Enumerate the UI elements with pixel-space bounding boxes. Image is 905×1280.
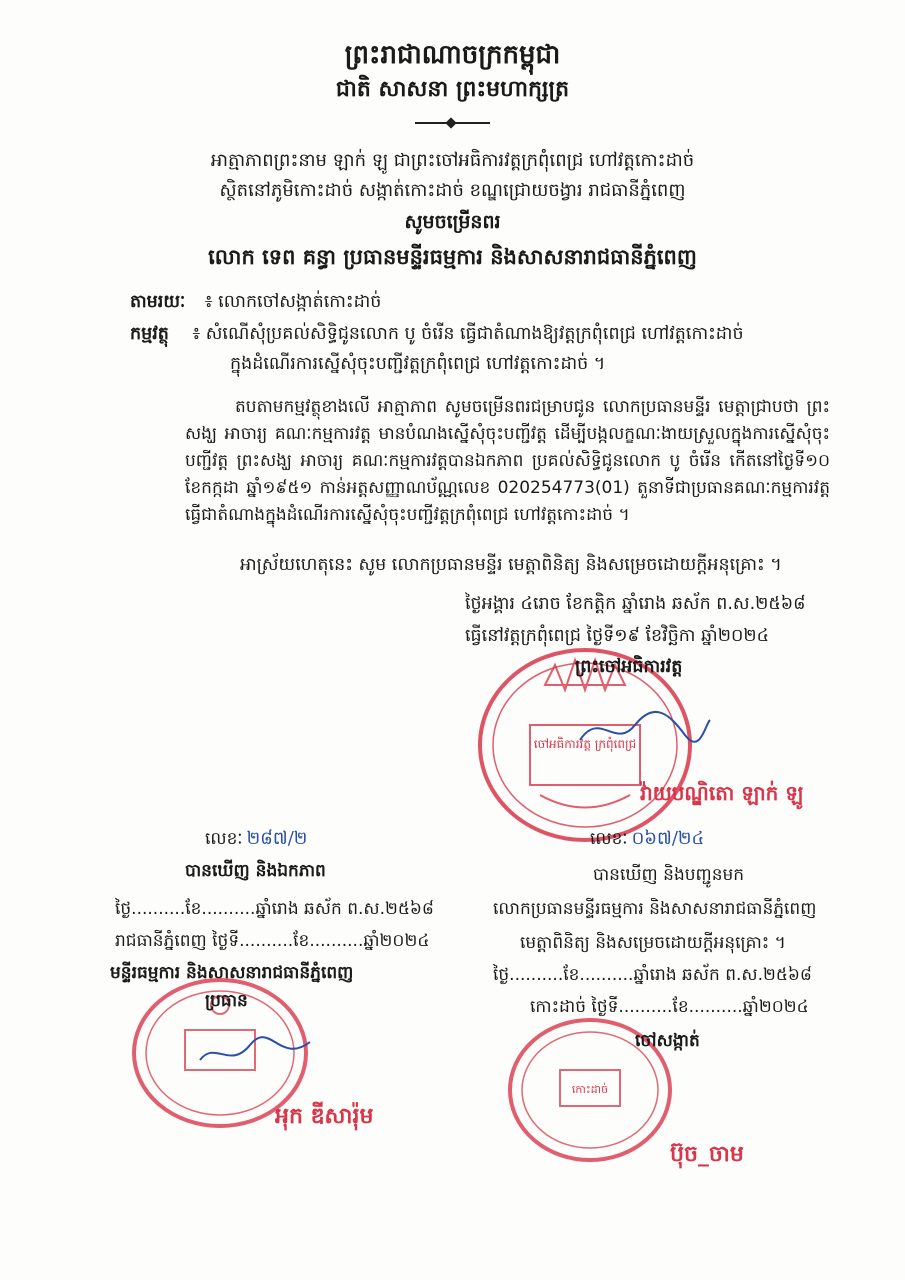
body-paragraph-2: អាស្រ័យហេតុនេះ សូម លោកប្រធានមន្ទីរ មេត្តាពិនិត្យ និងសម្រេចដោយក្តីអនុគ្រោះ ។ xyxy=(240,555,782,575)
ornamental-divider xyxy=(415,122,490,124)
sender-intro-line1: អាត្មាភាពព្រះនាម ឡាក់ ឡូ ជាព្រះចៅអធិការវត្តក្រពុំពេជ្រ ហៅវត្តកោះដាច់ xyxy=(210,150,695,171)
left-ref-label: លេខៈ xyxy=(205,829,243,849)
abbot-handwritten-signature xyxy=(575,705,715,755)
left-ref-row xyxy=(205,826,307,853)
subject-row xyxy=(130,322,744,348)
via-row xyxy=(130,290,381,316)
right-line3: មេត្តាពិនិត្យ និងសម្រេចដោយក្តីអនុគ្រោះ ។ xyxy=(520,933,786,953)
abbot-title: ព្រះចៅអធិការវត្ត xyxy=(575,657,683,677)
left-ref-number: ២៨៧/២ xyxy=(246,828,308,849)
right-title: ចៅសង្កាត់ xyxy=(635,1031,700,1051)
sender-intro-line2: ស្ថិតនៅភូមិកោះដាច់ សង្កាត់កោះដាច់ ខណ្ឌជ្រោយចង្វារ រាជធានីភ្នំពេញ xyxy=(219,180,686,201)
right-ref-label: លេខៈ xyxy=(590,829,628,849)
abbot-seal-text: ចៅអធិការវត្ត ក្រពុំពេជ្រ xyxy=(533,737,637,751)
addressee: លោក ទេព គន្ធា ប្រធានមន្ទីរធម្មការ និងសាសនារាជធានីភ្នំពេញ xyxy=(208,245,697,269)
left-signer-name: អុក ឌីសារ៉ុម xyxy=(275,1104,374,1129)
national-motto-line2: ជាតិ សាសនា ព្រះមហាក្សត្រ xyxy=(335,77,570,102)
lunar-date: ថ្ងៃអង្គារ ៤រោច ខែកត្តិក ឆ្នាំរោង ឆស័ក ព.ស.២៥៦៨ xyxy=(465,594,806,614)
solar-date: ធ្វើនៅវត្តក្រពុំពេជ្រ ថ្ងៃទី១៩ ខែវិច្ឆិកា ឆ្នាំ២០២៤ xyxy=(465,626,769,646)
right-signer-name: ប៊ុច_ចាម xyxy=(670,1142,744,1167)
national-motto-line1: ព្រះរាជាណាចក្រកម្ពុជា xyxy=(344,40,561,70)
body-paragraph-1: តបតាមកម្មវត្ថុខាងលើ អាត្មាភាព សូមចម្រើនពរជម្រាបជូន លោកប្រធានមន្ទីរ មេត្តាជ្រាបថា ព្រះសង្ឃ អាចារ្យ គណៈកម្មការវត្ត មានបំណងស្នើសុំចុះបញ្ជីវត្ត ដើម្បីបង្កលក្ខណៈងាយស្រួលក្នុងការស្នើសុំចុះបញ្ជីវត្ត ព្រះសង្ឃ អាចារ្យ គណៈកម្មការវត្តបានឯកភាព ប្រគល់សិទ្ធិជូនលោក បូ ចំរើន កើតនៅថ្ងៃទី១០ ខែកក្កដា ឆ្នាំ១៩៥១ កាន់អត្តសញ្ញាណប័ណ្ណលេខ 020254773(01) តួនាទីជាប្រធានគណៈកម្មការវត្ត ធ្វើជាតំណាងក្នុងដំណើរការស្នើសុំចុះបញ្ជីវត្តក្រពុំពេជ្រ ហៅវត្តកោះដាច់ ។ xyxy=(185,397,830,525)
right-line1: បានឃើញ និងបញ្ជូនមក xyxy=(593,865,745,885)
right-line2: លោកប្រធានមន្ទីរធម្មការ និងសាសនារាជធានីភ្នំពេញ xyxy=(493,899,817,919)
subject-line2: ក្នុងដំណើរការស្នើសុំចុះបញ្ជីវត្តក្រពុំពេជ្រ ហៅវត្តកោះដាច់ ។ xyxy=(230,354,606,374)
right-ref-number: ០៦៧/២៤ xyxy=(631,828,705,849)
via-value: ៖ លោកចៅសង្កាត់កោះដាច់ xyxy=(204,292,382,312)
right-date-line2: កោះដាច់ ថ្ងៃទី..........ខែ..........ឆ្នាំ២០២៤ xyxy=(530,997,809,1017)
left-office: មន្ទីរធម្មការ និងសាសនារាជធានីភ្នំពេញ xyxy=(110,963,354,983)
subject-line1: ៖ សំណើសុំប្រគល់សិទ្ធិជូនលោក បូ ចំរើន ធ្វើជាតំណាងឱ្យវត្តក្រពុំពេជ្រ ហៅវត្តកោះដាច់ xyxy=(192,324,744,344)
right-date-line1: ថ្ងៃ..........ខែ..........ឆ្នាំរោង ឆស័ក ព.ស.២៥៦៨ xyxy=(493,965,812,985)
subject-label: កម្មវត្ថុ xyxy=(130,324,169,344)
left-date-line2: រាជធានីភ្នំពេញ ថ្ងៃទី..........ខែ..........ឆ្នាំ២០២៤ xyxy=(115,931,430,951)
ministry-handwritten-signature xyxy=(195,1030,315,1075)
left-seen-line: បានឃើញ និងឯកភាព xyxy=(185,861,326,881)
via-label: តាមរយៈ xyxy=(130,292,186,312)
abbot-name: វ៉ាយបណ្ឌិតោ ឡាក់ ឡូ xyxy=(640,781,804,805)
commune-seal-text: កោះដាច់ xyxy=(571,1083,609,1096)
right-ref-row xyxy=(590,826,704,853)
left-date-line1: ថ្ងៃ..........ខែ..........ឆ្នាំរោង ឆស័ក ព.ស.២៥៦៨ xyxy=(115,899,434,919)
greeting: សូមចម្រើនពរ xyxy=(404,211,501,233)
left-title: ប្រធាន xyxy=(205,991,248,1011)
